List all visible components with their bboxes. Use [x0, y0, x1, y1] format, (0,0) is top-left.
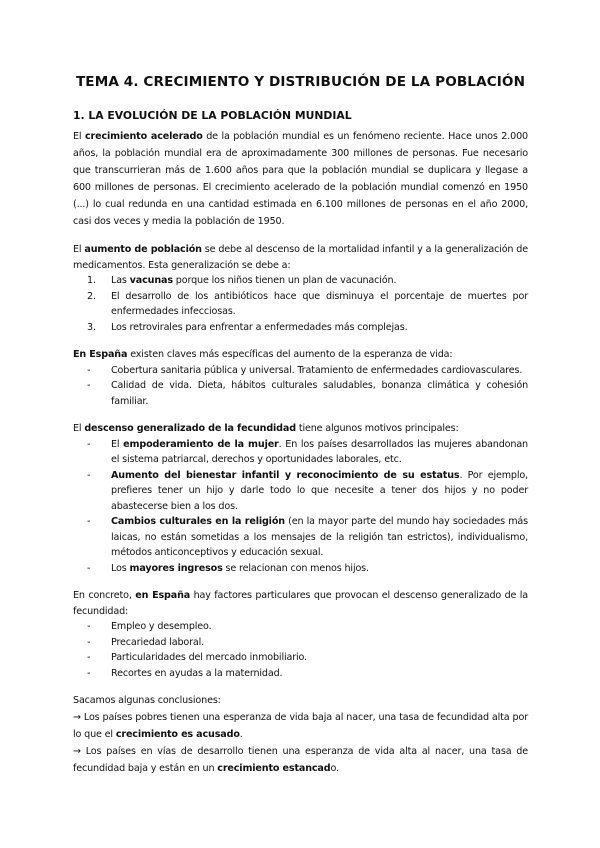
bold-text: Cambios culturales en la religión [111, 516, 285, 527]
list-item [73, 289, 528, 320]
document-page [73, 74, 528, 777]
paragraph [73, 347, 528, 363]
bold-text: empoderamiento de la mujer [123, 438, 279, 450]
list-item [73, 561, 528, 577]
conclusion-line [73, 743, 528, 777]
text-run: (en la mayor parte del mundo hay sociedades más laicas, no están sometidas a los mensajes de la religión tan estrictos), individualismo, métodos anticonceptivos y educación sexual. [111, 516, 528, 558]
text-run: . Por ejemplo, prefieres tener un hijo y darle todo lo que necesite a tener dos hijos y no poder abastecerse bien a los dos. [111, 469, 528, 512]
paragraph [73, 242, 528, 273]
text-run: Sacamos algunas conclusiones: [73, 695, 221, 706]
document-title: TEMA 4. CRECIMIENTO Y DISTRIBUCIÓN DE LA POBLACIÓN [75, 74, 526, 90]
text-run: → Los países en vías de desarrollo tienen una esperanza de vida alta al nacer, una tasa de fecundidad baja y están en un [73, 745, 528, 774]
text-run: Particularidades del mercado inmobiliario. [111, 652, 307, 663]
list-item [73, 666, 528, 682]
list-item [73, 514, 528, 561]
list-item [73, 468, 528, 515]
bullet-list [73, 363, 528, 410]
list-item [73, 650, 528, 666]
text-run: se debe al descenso de la mortalidad infantil y a la generalización de medicamentos. Esta generalización se debe a: [73, 244, 529, 271]
bold-text: vacunas [129, 275, 173, 286]
bullet-list [73, 437, 528, 577]
text-run: El [73, 423, 85, 434]
bold-text: descenso generalizado de la fecundidad [84, 423, 296, 434]
text-run: . [239, 728, 243, 740]
text-run: Cobertura sanitaria pública y universal. Tratamiento de enfermedades cardiovasculares. [111, 364, 523, 376]
text-run: El desarrollo de los antibióticos hace que disminuya el porcentaje de muertes por enfermedades infecciosas. [111, 290, 528, 317]
list-item [73, 363, 528, 379]
bullet-list [73, 273, 528, 335]
list-marker: - [87, 438, 91, 450]
text-run: Los [111, 562, 130, 574]
paragraph [73, 128, 528, 230]
list-item [73, 619, 528, 635]
paragraph [73, 421, 528, 437]
text-run: Empleo y desempleo. [111, 621, 212, 632]
list-marker: - [87, 562, 91, 574]
list-marker: 3. [87, 321, 96, 333]
paragraph [73, 588, 528, 619]
text-run: hay factores particulares que provocan el descenso generalizado de la fecundidad: [73, 590, 529, 617]
bold-text: En España [73, 349, 128, 360]
text-run: existen claves más específicas del aumento de la esperanza de vida: [127, 349, 453, 360]
text-run: → Los países pobres tienen una esperanza de vida baja al nacer, una tasa de fecundidad alta por lo que el [73, 711, 528, 740]
list-marker: 1. [87, 275, 96, 286]
bold-text: aumento de población [84, 244, 202, 255]
bold-text: crecimiento acelerado [84, 131, 203, 142]
text-run: tiene algunos motivos principales: [295, 423, 459, 434]
list-item [73, 378, 528, 409]
list-marker: - [87, 667, 91, 679]
text-run: . En los países desarrollados las mujeres abandonan el sistema patriarcal, derechos y oportunidades laborales, etc. [111, 438, 528, 465]
text-run: Calidad de vida. Dieta, hábitos culturales saludables, bonanza climática y cohesión familiar. [111, 380, 528, 407]
bold-text: en España [135, 590, 191, 601]
text-run: o. [330, 762, 339, 774]
text-run: Precariedad laboral. [111, 636, 205, 648]
list-marker: - [87, 469, 91, 481]
text-run: Los retrovirales para enfrentar a enfermedades más complejas. [111, 321, 408, 333]
list-item [73, 635, 528, 651]
text-run: En concreto, [73, 590, 136, 601]
list-marker: 2. [87, 290, 96, 302]
list-item [73, 437, 528, 468]
text-run: porque los niños tienen un plan de vacunación. [172, 275, 397, 286]
list-marker: - [87, 516, 91, 527]
list-marker: - [87, 380, 91, 391]
bold-text: mayores ingresos [129, 562, 223, 574]
text-run: El [73, 244, 85, 255]
list-marker: - [87, 636, 91, 648]
bold-text: crecimiento es acusado [115, 728, 240, 740]
text-run: Las [111, 275, 130, 286]
conclusion-line [73, 709, 528, 743]
text-run: El [73, 131, 85, 142]
bullet-list [73, 619, 528, 681]
text-run: El [111, 438, 124, 450]
text-run: de la población mundial es un fenómeno reciente. Hace unos 2.000 años, la población mundial era de aproximadamente 300 millones de personas. Fue necesario que transcurrieran más de 1.600 años para que la población mundial se duplicara y llegase a 600 millones de personas. El crecimiento acelerado de la población mundial comenzó en 1950 (...) lo cual redunda en una cantidad estimada en 6.100 millones de personas en el año 2000, casi dos veces y media la población de 1950. [73, 131, 528, 227]
list-marker: - [87, 364, 91, 376]
list-item [73, 273, 528, 289]
bold-text: crecimiento estancad [217, 762, 331, 774]
list-marker: - [87, 621, 91, 632]
text-run: se relacionan con menos hijos. [222, 562, 369, 574]
section-heading: 1. LA EVOLUCIÓN DE LA POBLACIÓN MUNDIAL [73, 109, 352, 122]
section-body [73, 128, 528, 777]
bold-text: Aumento del bienestar infantil y reconocimiento de su estatus [111, 469, 460, 481]
list-item [73, 320, 528, 336]
list-marker: - [87, 652, 91, 663]
paragraph [73, 693, 528, 709]
text-run: Recortes en ayudas a la maternidad. [111, 667, 283, 679]
